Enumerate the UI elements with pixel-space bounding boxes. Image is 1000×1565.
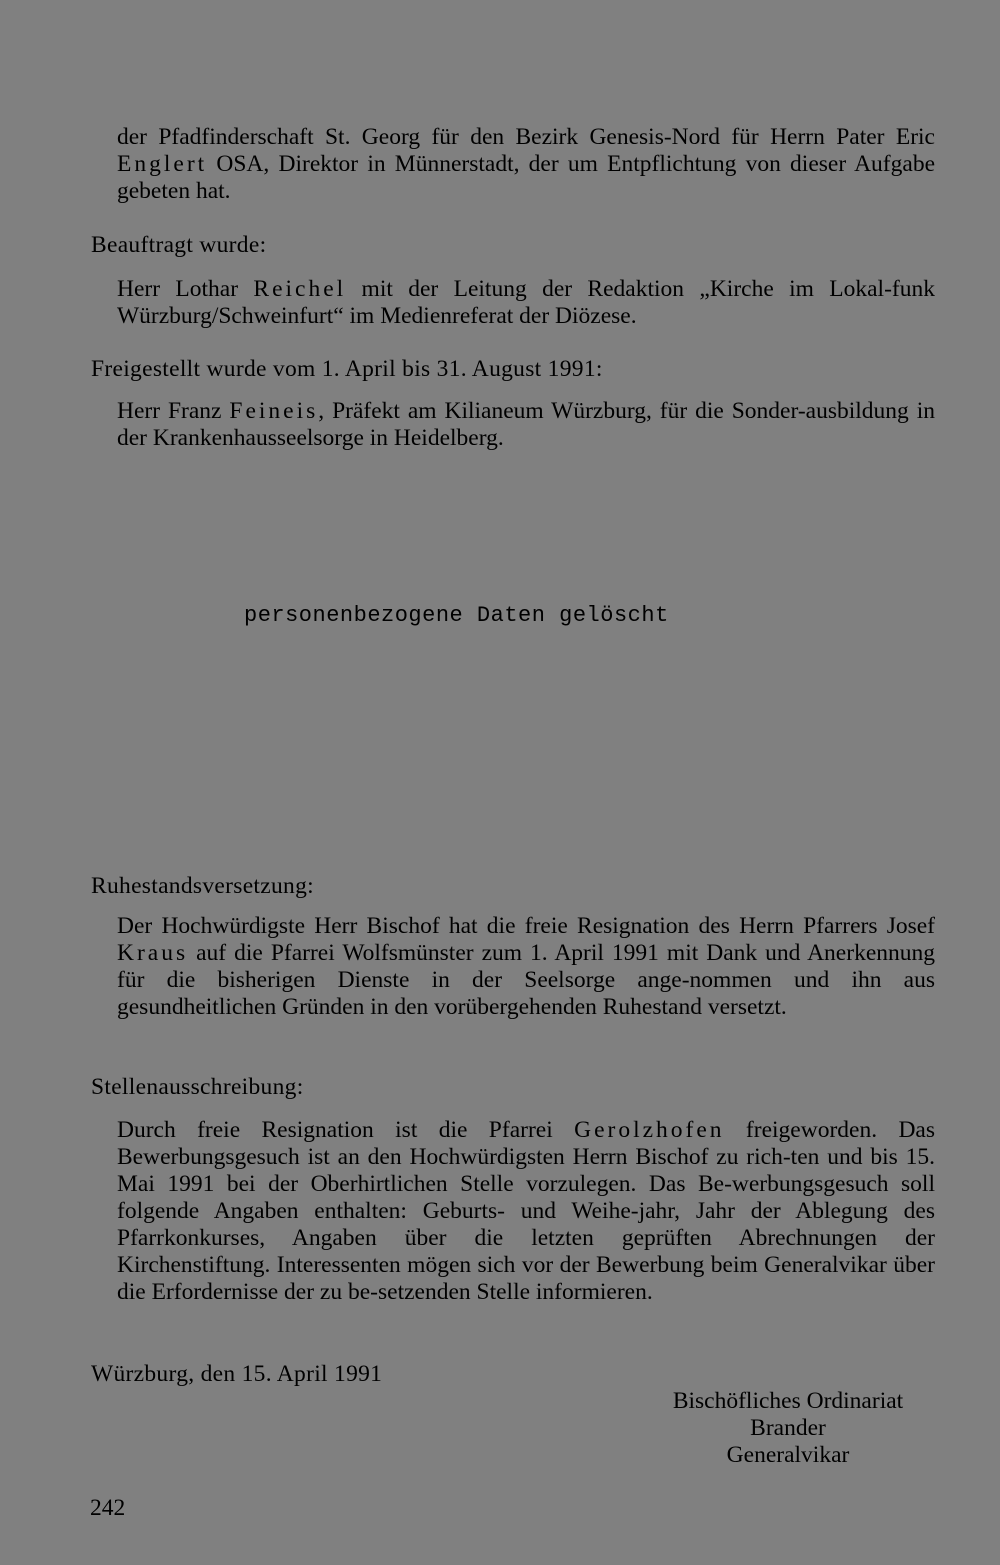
- stellenausschreibung-heading: Stellenausschreibung:: [91, 1074, 304, 1100]
- signature-block: [640, 1388, 936, 1469]
- person-name-englert: Englert: [117, 151, 208, 177]
- stellenausschreibung-paragraph: [117, 1117, 935, 1306]
- intro-text-end: OSA, Direktor in Münnerstadt, der um Entpflichtung von dieser Aufgabe gebeten hat.: [117, 151, 935, 204]
- ruhestand-paragraph: [117, 913, 935, 1021]
- stellenausschreibung-text-start: Durch freie Resignation ist die Pfarrei: [117, 1117, 575, 1143]
- freigestellt-heading: Freigestellt wurde vom 1. April bis 31. August 1991:: [91, 356, 603, 382]
- ruhestand-text-start: Der Hochwürdigste Herr Bischof hat die freie Resignation des Herrn Pfarrers Josef: [117, 913, 935, 939]
- beauftragt-text-end: mit der Leitung der Redaktion „Kirche im Lokal-funk Würzburg/Schweinfurt“ im Medienreferat der Diözese.: [117, 276, 935, 329]
- beauftragt-text-start: Herr Lothar: [117, 276, 254, 302]
- intro-paragraph: [117, 124, 935, 205]
- signature-title: Generalvikar: [726, 1442, 850, 1468]
- freigestellt-text-end: , Präfekt am Kilianeum Würzburg, für die Sonder-ausbildung in der Krankenhausseelsorge in Heidelberg.: [117, 398, 935, 451]
- beauftragt-heading: Beauftragt wurde:: [91, 232, 267, 258]
- stellenausschreibung-text-end: freigeworden. Das Bewerbungsgesuch ist an den Hochwürdigsten Herrn Bischof zu rich-ten und bis 15. Mai 1991 bei der Oberhirtlichen Stelle vorzulegen. Das Be-werbungsgesuch soll folgende Angaben enthalten: Geburts- und Weihe-jahr, Jahr der Ablegung des Pfarrkonkurses, Angaben über die letzten geprüften Abrechnungen der Kirchenstiftung. Interessenten mögen sich vor der Bewerbung beim Generalvikar über die Erfordernisse der zu be-setzenden Stelle informieren.: [117, 1117, 935, 1305]
- beauftragt-paragraph: [117, 276, 935, 330]
- person-name-kraus: Kraus: [117, 940, 189, 966]
- ruhestand-heading: Ruhestandsversetzung:: [91, 873, 314, 899]
- parish-name-gerolzhofen: Gerolzhofen: [574, 1117, 725, 1143]
- redaction-notice: personenbezogene Daten gelöscht: [244, 603, 669, 628]
- freigestellt-paragraph: [117, 398, 935, 452]
- intro-text-start: der Pfadfinderschaft St. Georg für den Bezirk Genesis-Nord für Herrn Pater Eric: [117, 124, 935, 150]
- page-number: 242: [90, 1495, 126, 1521]
- signature-name: Brander: [750, 1415, 826, 1441]
- person-name-reichel: Reichel: [253, 276, 347, 302]
- signature-office: Bischöfliches Ordinariat: [672, 1388, 904, 1414]
- freigestellt-text-start: Herr Franz: [117, 398, 230, 424]
- date-line: Würzburg, den 15. April 1991: [91, 1361, 383, 1387]
- person-name-feineis: Feineis: [229, 398, 319, 424]
- ruhestand-text-end: auf die Pfarrei Wolfsmünster zum 1. April 1991 mit Dank und Anerkennung für die bisherigen Dienste in der Seelsorge ange-nommen und ihn aus gesundheitlichen Gründen in den vorübergehenden Ruhestand versetzt.: [117, 940, 935, 1020]
